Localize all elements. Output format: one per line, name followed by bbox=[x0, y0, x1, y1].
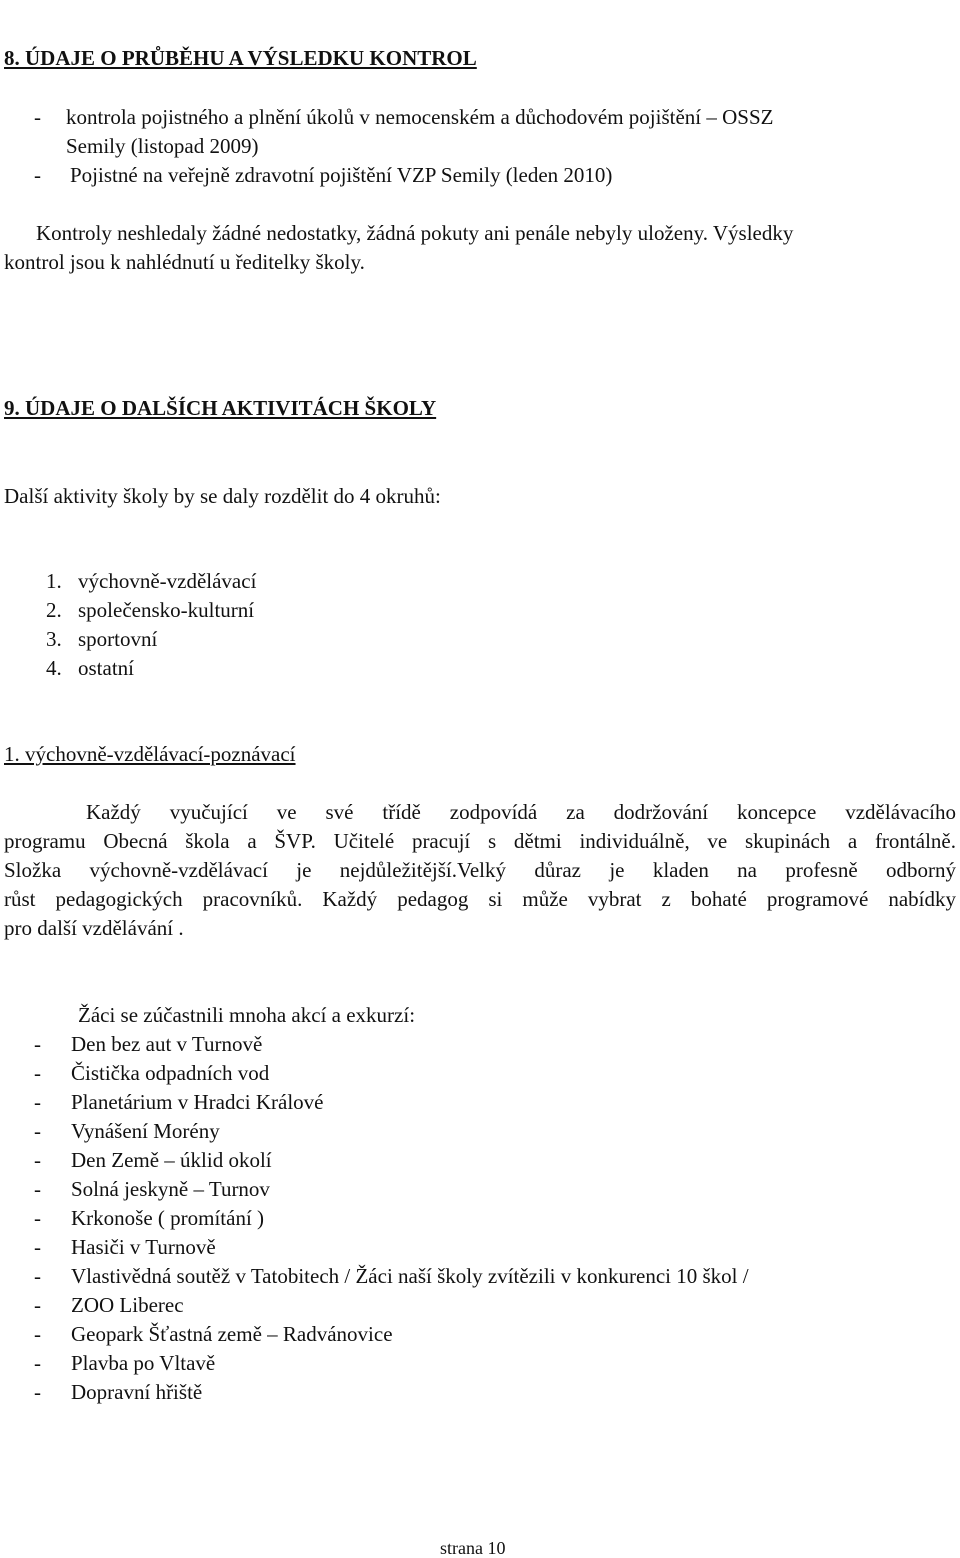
event-label: Plavba po Vltavě bbox=[71, 1351, 216, 1375]
event-item bbox=[34, 1263, 749, 1289]
event-item bbox=[34, 1350, 215, 1376]
paragraph-line-2: programu Obecná škola a ŠVP. Učitelé pracují s dětmi individuálně, ve skupinách a frontálně. bbox=[4, 829, 956, 853]
event-item bbox=[34, 1060, 269, 1086]
event-label: Geopark Šťastná země – Radvánovice bbox=[71, 1322, 393, 1346]
activity-area-number: 2. bbox=[46, 598, 62, 622]
event-label: Solná jeskyně – Turnov bbox=[71, 1177, 270, 1201]
dash-marker: - bbox=[34, 1148, 41, 1172]
event-label: ZOO Liberec bbox=[71, 1293, 184, 1317]
dash-marker: - bbox=[34, 1351, 41, 1375]
dash-marker: - bbox=[34, 163, 41, 187]
control-item-2: Pojistné na veřejně zdravotní pojištění VZP Semily (leden 2010) bbox=[70, 163, 613, 187]
dash-marker: - bbox=[34, 1235, 41, 1259]
activity-area-item bbox=[46, 655, 134, 681]
activity-area-item bbox=[46, 626, 157, 652]
event-item bbox=[34, 1176, 270, 1202]
event-label: Krkonoše ( promítání ) bbox=[71, 1206, 265, 1230]
dash-marker: - bbox=[34, 1322, 41, 1346]
paragraph-line-5: pro další vzdělávání . bbox=[4, 916, 184, 940]
event-label: Vynášení Morény bbox=[71, 1119, 220, 1143]
list-item bbox=[34, 104, 773, 130]
event-item bbox=[34, 1205, 264, 1231]
activity-area-label: výchovně-vzdělávací bbox=[78, 569, 257, 593]
event-label: Čistička odpadních vod bbox=[71, 1061, 270, 1085]
event-label: Hasiči v Turnově bbox=[71, 1235, 216, 1259]
activity-area-label: společensko-kulturní bbox=[78, 598, 255, 622]
control-item-1: kontrola pojistného a plnění úkolů v nemocenském a důchodovém pojištění – OSSZ bbox=[66, 105, 774, 129]
page-number: strana 10 bbox=[440, 1538, 506, 1558]
dash-marker: - bbox=[34, 1090, 41, 1114]
dash-marker: - bbox=[34, 1380, 41, 1404]
activity-area-item bbox=[46, 568, 256, 594]
event-item bbox=[34, 1321, 393, 1347]
activity-area-number: 1. bbox=[46, 569, 62, 593]
event-label: Vlastivědná soutěž v Tatobitech / Žáci naší školy zvítězili v konkurenci 10 škol / bbox=[71, 1264, 749, 1288]
paragraph-line-3: Složka výchovně-vzdělávací je nejdůležitější.Velký důraz je kladen na profesně odborný bbox=[4, 858, 956, 882]
dash-marker: - bbox=[34, 1293, 41, 1317]
activity-area-label: sportovní bbox=[78, 627, 158, 651]
event-item bbox=[34, 1118, 220, 1144]
subsection-heading: 1. výchovně-vzdělávací-poznávací bbox=[4, 742, 296, 766]
event-item bbox=[34, 1234, 216, 1260]
activity-area-number: 4. bbox=[46, 656, 62, 680]
activity-area-number: 3. bbox=[46, 627, 62, 651]
paragraph-line-1: Každý vyučující ve své třídě zodpovídá za dodržování koncepce vzdělávacího bbox=[86, 800, 956, 824]
list-item bbox=[34, 162, 612, 188]
dash-marker: - bbox=[34, 105, 41, 129]
paragraph-line-4: růst pedagogických pracovníků. Každý pedagog si může vybrat z bohaté programové nabídky bbox=[4, 887, 956, 911]
event-item bbox=[34, 1089, 324, 1115]
section-9-heading: 9. ÚDAJE O DALŠÍCH AKTIVITÁCH ŠKOLY bbox=[4, 396, 437, 420]
event-item bbox=[34, 1379, 202, 1405]
activity-area-item bbox=[46, 597, 254, 623]
event-label: Den bez aut v Turnově bbox=[71, 1032, 263, 1056]
dash-marker: - bbox=[34, 1206, 41, 1230]
event-item bbox=[34, 1031, 262, 1057]
control-item-1-continued: Semily (listopad 2009) bbox=[66, 134, 259, 158]
control-summary-line-1: Kontroly neshledaly žádné nedostatky, žádná pokuty ani penále nebyly uloženy. Výsledky bbox=[36, 221, 794, 245]
dash-marker: - bbox=[34, 1264, 41, 1288]
event-item bbox=[34, 1147, 272, 1173]
event-label: Planetárium v Hradci Králové bbox=[71, 1090, 324, 1114]
dash-marker: - bbox=[34, 1032, 41, 1056]
dash-marker: - bbox=[34, 1061, 41, 1085]
event-label: Den Země – úklid okolí bbox=[71, 1148, 272, 1172]
dash-marker: - bbox=[34, 1119, 41, 1143]
section-8-heading: 8. ÚDAJE O PRŮBĚHU A VÝSLEDKU KONTROL bbox=[4, 46, 477, 70]
events-intro: Žáci se zúčastnili mnoha akcí a exkurzí: bbox=[78, 1003, 416, 1027]
activity-area-label: ostatní bbox=[78, 656, 134, 680]
event-label: Dopravní hřiště bbox=[71, 1380, 203, 1404]
dash-marker: - bbox=[34, 1177, 41, 1201]
activities-intro: Další aktivity školy by se daly rozdělit do 4 okruhů: bbox=[4, 484, 441, 508]
control-summary-line-2: kontrol jsou k nahlédnutí u ředitelky školy. bbox=[4, 250, 365, 274]
event-item bbox=[34, 1292, 184, 1318]
